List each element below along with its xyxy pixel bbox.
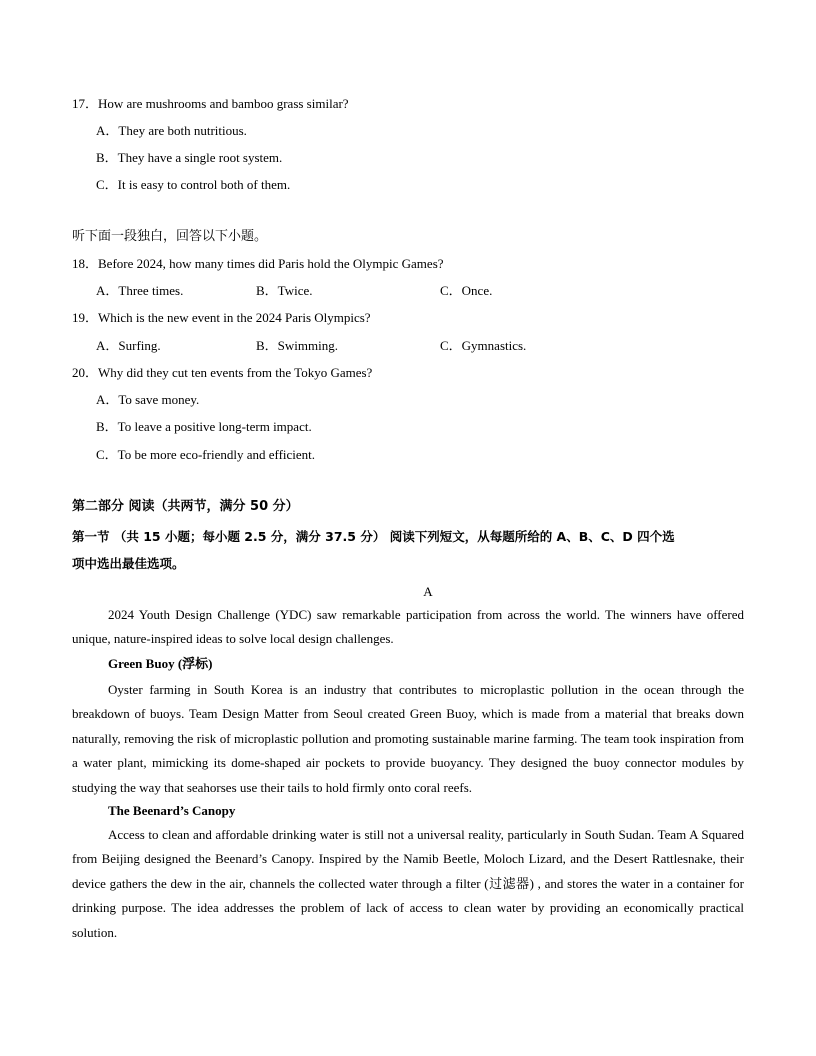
question-20: 20．Why did they cut ten events from the Tokyo Games? bbox=[72, 365, 373, 380]
q19-option-c: C．Gymnastics. bbox=[440, 338, 527, 353]
part-two-heading: 第二部分 阅读（共两节，满分 50 分） bbox=[72, 499, 299, 514]
section-one-instructions-line2: 项中选出最佳选项。 bbox=[72, 556, 185, 571]
q19-option-a: A．Surfing. bbox=[96, 338, 161, 353]
q18-option-c: C．Once. bbox=[440, 283, 493, 298]
green-buoy-paragraph: Oyster farming in South Korea is an industry that contributes to microplastic pollution in the ocean through the breakdown of buoys. Team Design Matter from Seoul created Green Buoy, which is made from a material that breaks down naturally, removing the risk of microplastic pollution and promoting sustainable marine farming. The team took inspiration from a water plant, mimicking its dome-shaped air pockets to provide buoyancy. They designed the buoy connector modules by studying the way that seahorses use their tails to hold firmly onto coral reefs. bbox=[72, 682, 744, 795]
canopy-title: The Beenard’s Canopy bbox=[108, 803, 236, 818]
passage-label: A bbox=[423, 584, 433, 599]
passage-intro: 2024 Youth Design Challenge (YDC) saw remarkable participation from across the world. The winners have offered unique, nature-inspired ideas to solve local design challenges. bbox=[72, 607, 744, 647]
question-19: 19．Which is the new event in the 2024 Paris Olympics? bbox=[72, 310, 371, 325]
q17-option-c: C．It is easy to control both of them. bbox=[96, 177, 291, 192]
question-17: 17．How are mushrooms and bamboo grass similar? bbox=[72, 96, 349, 111]
green-buoy-title: Green Buoy (浮标) bbox=[108, 656, 213, 671]
q20-option-a: A．To save money. bbox=[96, 392, 200, 407]
q18-option-a: A．Three times. bbox=[96, 283, 184, 298]
q17-option-a: A．They are both nutritious. bbox=[96, 123, 247, 138]
q20-option-c: C．To be more eco-friendly and efficient. bbox=[96, 447, 316, 462]
q18-option-b: B．Twice. bbox=[256, 283, 313, 298]
q17-option-b: B．They have a single root system. bbox=[96, 150, 283, 165]
question-18: 18．Before 2024, how many times did Paris hold the Olympic Games? bbox=[72, 256, 444, 271]
q19-option-b: B．Swimming. bbox=[256, 338, 338, 353]
section-one-instructions-line1: 第一节 （共 15 小题；每小题 2.5 分，满分 37.5 分） 阅读下列短文，从每题所给的 A、B、C、D 四个选 bbox=[72, 529, 675, 544]
q20-option-b: B．To leave a positive long-term impact. bbox=[96, 419, 312, 434]
canopy-paragraph: Access to clean and affordable drinking water is still not a universal reality, particularly in South Sudan. Team A Squared from Beijing designed the Beenard’s Canopy. Inspired by the Namib Beetle, Moloch Lizard, and the Desert Rattlesnake, their device gathers the dew in the air, channels the collected water through a filter (过滤器) , and stores the water in a container for drinking purpose. The idea addresses the problem of lack of access to clean water by providing an economically practical solution. bbox=[72, 827, 744, 940]
monologue-instruction: 听下面一段独白，回答以下小题。 bbox=[72, 229, 268, 244]
